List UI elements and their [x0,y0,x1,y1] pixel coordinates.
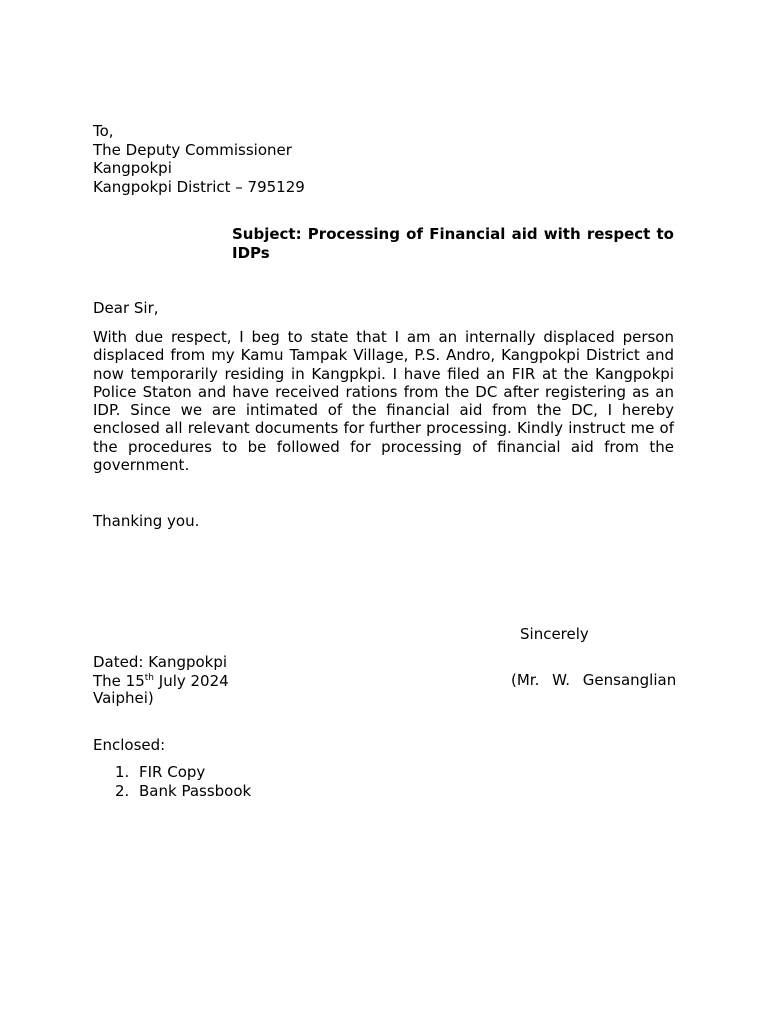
enclosure-list [115,763,251,801]
date-block [93,653,229,690]
list-item-text: Bank Passbook [139,782,252,800]
list-item [115,782,251,801]
sign-off: Sincerely [520,625,589,643]
letter-body: With due respect, I beg to state that I am an internally displaced person displaced from my Kamu Tampak Village, P.S. Andro, Kangpokpi District and now temporarily residing in Kangpkpi. I have filed an FIR at the Kangpokpi Police Staton and have received rations from the DC after registering as an IDP. Since we are intimated of the financial aid from the DC, I hereby enclosed all relevant documents for further processing. Kindly instruct me of the procedures to be followed for processing of financial aid from the government. [93,328,674,475]
date-ordinal: th [144,672,154,683]
date-month-year: July 2024 [154,671,229,690]
address-line-town: Kangpokpi [93,159,172,177]
signer-name-line2: Vaiphei) [93,689,154,707]
list-item-number: 2. [115,782,130,800]
enclosed-label: Enclosed: [93,736,166,754]
address-line-district: Kangpokpi District – 795129 [93,177,305,196]
list-item-text: FIR Copy [139,763,206,781]
address-line-title: The Deputy Commissioner [93,140,292,159]
date-day: The 15 [93,671,145,690]
subject-line: Subject: Processing of Financial aid with respect to IDPs [232,225,674,262]
list-item-number: 1. [115,763,130,781]
closing-line: Thanking you. [93,512,200,530]
dated-place: Dated: Kangpokpi [93,653,228,671]
address-line-to: To, [93,122,114,140]
dated-date [93,672,229,691]
list-item [115,763,251,782]
salutation: Dear Sir, [93,299,159,317]
signer-name-line1: (Mr. W. Gensanglian [511,671,677,689]
recipient-address [93,122,305,196]
